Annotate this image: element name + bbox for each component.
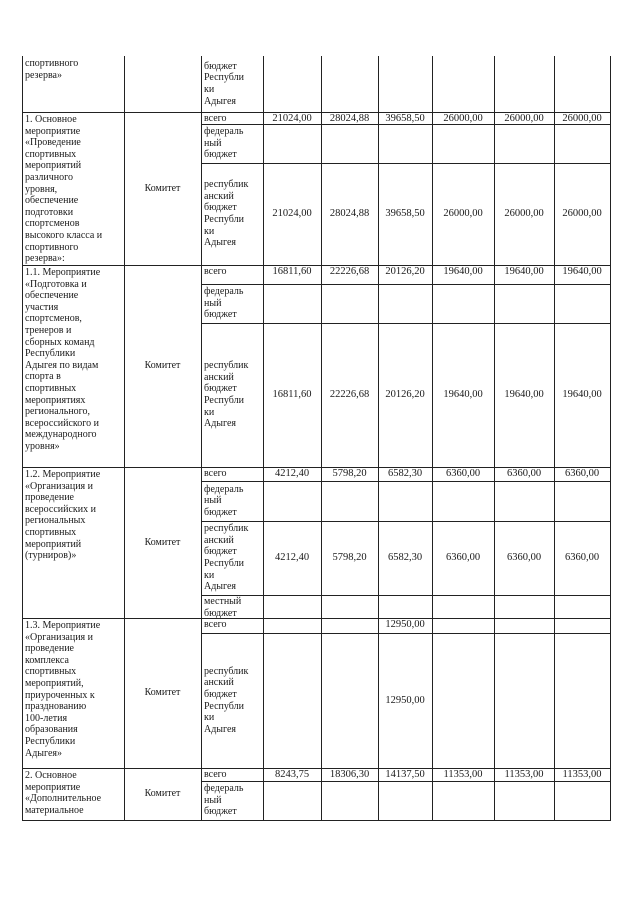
- table-horizontal-rule: [201, 323, 611, 324]
- row-name-line: 1.2. Мероприятие: [25, 469, 101, 480]
- amount-cell: 6360,00: [564, 468, 600, 479]
- row-name-line: мероприятие: [25, 125, 81, 137]
- funding-source-line: Адыгея: [204, 581, 237, 593]
- amount-cell: 28024,88: [329, 208, 370, 219]
- row-name-line: высокого класса и: [25, 230, 103, 241]
- table-vertical-rule: [124, 56, 125, 820]
- row-name-line: мероприятиях: [25, 394, 86, 406]
- funding-source-line: всего: [204, 113, 227, 124]
- amount-cell: 6582,30: [387, 468, 423, 479]
- amount-cell: 4212,40: [274, 552, 310, 563]
- row-name-line: приуроченных к: [25, 689, 95, 701]
- row-name-line: «Организация и: [25, 480, 94, 492]
- amount-cell: 20126,20: [385, 389, 425, 400]
- funding-source-line: Адыгея: [204, 723, 237, 735]
- row-name-line: тренеров и: [25, 325, 72, 336]
- funding-source-line: ный: [204, 137, 222, 149]
- row-name-line: спортивных: [25, 383, 77, 394]
- row-name-line: материальное: [25, 804, 84, 816]
- funding-source-line: всего: [204, 468, 227, 479]
- funding-source-line: Республи: [204, 700, 244, 712]
- funding-source-line: анский: [204, 190, 234, 202]
- amount-cell: 19640,00: [562, 389, 602, 400]
- amount-cell: 26000,00: [443, 208, 483, 219]
- funding-source-line: бюджет: [204, 383, 237, 395]
- funding-source-line: республик: [204, 360, 249, 372]
- amount-cell: 12950,00: [385, 694, 425, 706]
- funding-source-line: федераль: [204, 783, 244, 795]
- funding-source-line: бюджет: [204, 60, 237, 72]
- amount-cell: 11353,00: [443, 769, 483, 780]
- amount-cell: 8243,75: [274, 769, 310, 780]
- table-horizontal-rule: [22, 618, 611, 619]
- table-horizontal-rule: [201, 633, 611, 634]
- table-vertical-rule: [201, 56, 202, 820]
- table-vertical-rule: [22, 56, 23, 820]
- amount-cell: 18306,30: [329, 769, 370, 780]
- row-name-line: «Подготовка и: [25, 278, 87, 290]
- amount-cell: 6360,00: [506, 468, 542, 479]
- funding-source-line: бюджет: [204, 607, 237, 619]
- row-name-line: спортивных: [25, 527, 77, 538]
- table-vertical-rule: [610, 56, 611, 820]
- row-name-line: проведение: [25, 492, 74, 504]
- amount-cell: 19640,00: [504, 389, 544, 400]
- funding-source-line: ный: [204, 495, 222, 507]
- row-name-line: Адыгея»: [25, 747, 63, 759]
- row-name-line: обеспечение: [25, 195, 79, 207]
- amount-cell: 12950,00: [385, 619, 425, 630]
- executor-cell: Комитет: [144, 182, 181, 194]
- row-name-line: участия: [25, 301, 59, 313]
- executor-cell: Комитет: [144, 360, 181, 371]
- row-name-line: «Организация и: [25, 631, 94, 643]
- row-name-line: спортсменов: [25, 218, 80, 230]
- amount-cell: 26000,00: [443, 113, 483, 124]
- funding-source-line: бюджет: [204, 546, 237, 558]
- amount-cell: 16811,60: [272, 266, 312, 277]
- row-name-line: спортивного: [25, 241, 79, 253]
- row-name-line: мероприятий,: [25, 678, 84, 689]
- amount-cell: 19640,00: [443, 266, 483, 277]
- funding-source-line: всего: [204, 769, 227, 780]
- row-name-line: мероприятий: [25, 160, 82, 172]
- row-name-line: всероссийского и: [25, 417, 99, 429]
- amount-cell: 26000,00: [562, 208, 602, 219]
- funding-source-line: местный: [204, 596, 242, 607]
- amount-cell: 20126,20: [385, 266, 425, 277]
- amount-cell: 22226,68: [329, 266, 370, 277]
- row-name-line: уровня,: [25, 183, 58, 195]
- funding-source-line: всего: [204, 619, 227, 630]
- amount-cell: 6360,00: [445, 552, 481, 563]
- amount-cell: 19640,00: [504, 266, 544, 277]
- executor-cell: Комитет: [144, 687, 181, 698]
- row-name-line: (турниров)»: [25, 550, 77, 562]
- amount-cell: 16811,60: [272, 389, 312, 400]
- table-horizontal-rule: [201, 521, 611, 522]
- funding-source-line: Республи: [204, 214, 244, 225]
- funding-source-line: ки: [204, 84, 215, 95]
- table-horizontal-rule: [201, 595, 611, 596]
- row-name-line: «Дополнительное: [25, 793, 102, 805]
- funding-source-line: республик: [204, 523, 249, 535]
- funding-source-line: бюджет: [204, 202, 237, 214]
- table-horizontal-rule: [201, 481, 611, 482]
- table-vertical-rule: [263, 56, 264, 820]
- table-horizontal-rule: [201, 284, 611, 285]
- row-name-line: спортивного: [25, 58, 79, 69]
- amount-cell: 21024,00: [272, 113, 312, 124]
- amount-cell: 6360,00: [564, 552, 600, 563]
- funding-source-line: ный: [204, 297, 222, 309]
- row-name-line: проведение: [25, 643, 74, 655]
- funding-source-line: ки: [204, 712, 215, 724]
- row-name-line: 1.1. Мероприятие: [25, 267, 101, 278]
- funding-source-line: Адыгея: [204, 95, 237, 107]
- row-name-line: спортсменов,: [25, 313, 82, 325]
- row-name-line: празднованию: [25, 701, 87, 713]
- row-name-line: «Проведение: [25, 137, 81, 149]
- amount-cell: 6360,00: [445, 468, 481, 479]
- funding-source-line: федераль: [204, 126, 244, 138]
- row-name-line: регионального,: [25, 406, 91, 418]
- row-name-line: резерва»: [25, 69, 62, 81]
- row-name-line: спорта в: [25, 371, 61, 383]
- funding-source-line: бюджет: [204, 506, 237, 518]
- amount-cell: 19640,00: [443, 389, 483, 400]
- row-name-line: уровня»: [25, 441, 60, 452]
- table-horizontal-rule: [201, 781, 611, 782]
- amount-cell: 14137,50: [385, 769, 425, 780]
- amount-cell: 21024,00: [272, 208, 312, 219]
- funding-source-line: анский: [204, 534, 234, 546]
- funding-source-line: бюджет: [204, 149, 237, 161]
- row-name-line: обеспечение: [25, 290, 79, 302]
- row-name-line: резерва»:: [25, 253, 65, 265]
- executor-cell: Комитет: [144, 536, 181, 548]
- row-name-line: Адыгея по видам: [25, 359, 99, 371]
- funding-source-line: анский: [204, 371, 234, 383]
- funding-source-line: ки: [204, 406, 215, 418]
- row-name-line: образования: [25, 724, 78, 736]
- table-horizontal-rule: [201, 163, 611, 164]
- row-name-line: 2. Основное: [25, 770, 77, 781]
- funding-source-line: ки: [204, 225, 215, 237]
- funding-source-line: Республи: [204, 395, 244, 406]
- funding-source-line: федераль: [204, 483, 244, 495]
- row-name-line: Республики: [25, 348, 76, 360]
- amount-cell: 11353,00: [504, 769, 544, 780]
- funding-source-line: бюджет: [204, 309, 237, 321]
- amount-cell: 39658,50: [385, 113, 425, 124]
- row-name-line: 1.3. Мероприятие: [25, 620, 101, 631]
- row-name-line: 1. Основное: [25, 114, 77, 125]
- amount-cell: 19640,00: [562, 266, 602, 277]
- table-vertical-rule: [432, 56, 433, 820]
- row-name-line: различного: [25, 172, 73, 183]
- funding-source-line: Адыгея: [204, 237, 237, 249]
- funding-source-line: ки: [204, 569, 215, 581]
- row-name-line: спортивных: [25, 666, 77, 678]
- row-name-line: сборных команд: [25, 336, 95, 348]
- funding-source-line: Адыгея: [204, 418, 237, 430]
- funding-source-line: бюджет: [204, 806, 237, 818]
- row-name-line: региональных: [25, 515, 86, 527]
- row-name-line: Республики: [25, 736, 76, 747]
- funding-source-line: республик: [204, 179, 249, 191]
- row-name-line: подготовки: [25, 206, 74, 218]
- funding-source-line: ный: [204, 794, 222, 806]
- row-name-line: международного: [25, 429, 97, 441]
- funding-source-line: Республи: [204, 72, 244, 84]
- amount-cell: 22226,68: [329, 389, 370, 400]
- table-vertical-rule: [321, 56, 322, 820]
- amount-cell: 6360,00: [506, 552, 542, 563]
- table-vertical-rule: [494, 56, 495, 820]
- row-name-line: мероприятие: [25, 781, 81, 793]
- executor-cell: Комитет: [144, 788, 181, 799]
- row-name-line: комплекса: [25, 654, 69, 666]
- table-vertical-rule: [554, 56, 555, 820]
- amount-cell: 26000,00: [562, 113, 602, 124]
- row-name-line: спортивных: [25, 148, 77, 160]
- row-name-line: всероссийских и: [25, 503, 96, 515]
- amount-cell: 11353,00: [562, 769, 602, 780]
- amount-cell: 4212,40: [274, 468, 310, 479]
- row-name-line: 100-летия: [25, 712, 68, 724]
- funding-source-line: республик: [204, 665, 249, 677]
- table-horizontal-rule: [22, 820, 611, 821]
- funding-source-line: анский: [204, 677, 234, 689]
- amount-cell: 5798,20: [332, 552, 367, 563]
- amount-cell: 28024,88: [329, 113, 370, 124]
- amount-cell: 39658,50: [385, 208, 425, 219]
- funding-source-line: всего: [204, 266, 227, 277]
- amount-cell: 6582,30: [387, 552, 423, 563]
- row-name-line: мероприятий: [25, 538, 82, 550]
- funding-source-line: Республи: [204, 558, 244, 569]
- funding-source-line: бюджет: [204, 688, 237, 700]
- amount-cell: 26000,00: [504, 208, 544, 219]
- amount-cell: 26000,00: [504, 113, 544, 124]
- amount-cell: 5798,20: [332, 468, 367, 479]
- funding-source-line: федераль: [204, 286, 244, 298]
